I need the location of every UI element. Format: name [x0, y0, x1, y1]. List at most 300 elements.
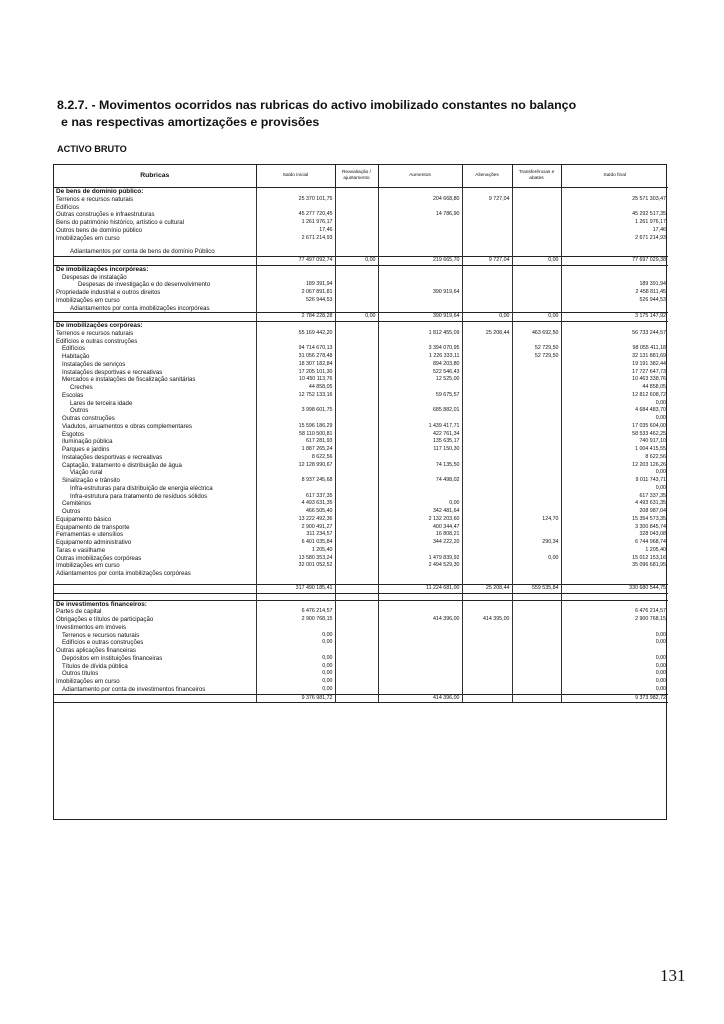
row-value: [512, 338, 561, 346]
row-value: [462, 338, 512, 346]
row-label: [54, 694, 256, 703]
row-value: [378, 570, 462, 578]
row-value: 56 733 244,57: [632, 329, 666, 336]
header-transferencias: Transferências e abates: [512, 165, 561, 188]
table-row: [54, 400, 668, 408]
row-value: [512, 647, 561, 655]
row-value: 0,00: [655, 399, 666, 406]
row-value: [462, 485, 512, 493]
row-value: 208 987,04: [639, 508, 666, 514]
table-row: [54, 446, 668, 454]
row-label: Ferramentas e utensílios: [54, 531, 256, 539]
row-value: [335, 431, 378, 439]
row-label: Infra-estrutura para tratamento de resíduos sólidos: [54, 493, 256, 501]
row-value: [378, 485, 462, 493]
row-value: [462, 516, 512, 524]
table-row: [54, 485, 668, 493]
row-value: [512, 524, 561, 532]
row-value: [256, 485, 335, 493]
row-label: Adiantamentos por conta imobilizações corpóreas: [54, 570, 256, 578]
row-label: Edifícios e outras construções: [54, 338, 256, 346]
row-value: [256, 322, 335, 330]
table-row: [54, 219, 668, 227]
row-value: 422 761,34: [378, 431, 462, 439]
row-value: [462, 539, 512, 547]
table-row: [54, 516, 668, 524]
row-value: [378, 647, 462, 655]
row-value: [462, 639, 512, 647]
table-row: [54, 539, 668, 547]
row-value: [462, 384, 512, 392]
row-value: [462, 655, 512, 663]
row-value: [462, 361, 512, 369]
row-value: 10 450 113,76: [256, 376, 335, 384]
table-section-row: [54, 188, 668, 196]
row-value: 44 858,05: [642, 384, 666, 390]
row-label: Adiantamento por conta de investimentos financeiros: [54, 686, 256, 694]
row-value: [512, 485, 561, 493]
row-value: [561, 265, 668, 273]
row-label: Cemitérios: [54, 500, 256, 508]
row-value: 17,46: [256, 227, 335, 235]
row-value: [462, 204, 512, 212]
row-value: 328 043,08: [639, 531, 666, 538]
row-label: Propriedade industrial e outros direitos: [54, 289, 256, 297]
row-value: [335, 616, 378, 624]
row-value: [462, 227, 512, 235]
table-row: [54, 289, 668, 297]
table-row: [54, 384, 668, 392]
row-value: [561, 593, 668, 600]
row-value: [335, 407, 378, 415]
row-value: [335, 670, 378, 678]
row-value: 1 479 839,92: [378, 555, 462, 563]
row-value: [378, 227, 462, 235]
table-total-row: [54, 584, 668, 593]
row-label: Escolas: [54, 392, 256, 400]
row-value: [256, 400, 335, 408]
row-label: Mercados e instalações de fiscalização sanitárias: [54, 376, 256, 384]
row-label: Investimentos em imóveis: [54, 624, 256, 632]
row-value: [378, 600, 462, 608]
table-row: [54, 345, 668, 353]
table-row: [54, 415, 668, 423]
row-value: [378, 235, 462, 243]
page-title: [57, 97, 677, 131]
row-value: [378, 469, 462, 477]
row-label: Imobilizações em curso: [54, 235, 256, 243]
row-value: [335, 415, 378, 423]
row-label: Habitação: [54, 353, 256, 361]
table-row: [54, 624, 668, 632]
row-value: [378, 274, 462, 282]
row-value: [462, 248, 512, 256]
table-row: [54, 204, 668, 212]
row-value: 617 337,35: [256, 493, 335, 501]
row-value: 0,00: [655, 662, 666, 669]
row-value: 559 535,84: [512, 584, 561, 593]
row-value: 3 998 601,75: [256, 407, 335, 415]
row-value: 0,00: [256, 655, 335, 663]
row-value: [462, 469, 512, 477]
row-value: 0,00: [378, 500, 462, 508]
table-row: [54, 297, 668, 305]
row-value: [335, 500, 378, 508]
table-row: [54, 663, 668, 671]
row-value: [561, 338, 668, 346]
row-value: [335, 281, 378, 289]
table-row: [54, 562, 668, 570]
row-value: [512, 608, 561, 616]
row-value: [335, 227, 378, 235]
row-value: 0,00: [256, 678, 335, 686]
row-value: [335, 369, 378, 377]
row-value: [512, 454, 561, 462]
row-value: 0,00: [512, 555, 561, 563]
row-value: [256, 188, 335, 196]
row-label: Equipamento administrativo: [54, 539, 256, 547]
row-value: [462, 297, 512, 305]
row-value: [256, 624, 335, 632]
row-label: [54, 584, 256, 593]
row-value: [512, 322, 561, 330]
row-value: [335, 570, 378, 578]
title-line-2: e nas respectivas amortizações e provisões: [61, 115, 320, 129]
row-value: [462, 322, 512, 330]
row-label: Terrenos e recursos naturais: [54, 330, 256, 338]
row-value: [512, 462, 561, 470]
row-value: [256, 415, 335, 423]
row-value: 45 277 720,45: [256, 211, 335, 219]
row-value: [378, 670, 462, 678]
row-value: 44 858,05: [256, 384, 335, 392]
row-value: [512, 384, 561, 392]
row-label: Terrenos e recursos naturais: [54, 196, 256, 204]
row-value: [335, 400, 378, 408]
row-value: [462, 670, 512, 678]
row-value: [256, 204, 335, 212]
table-row: [54, 235, 668, 243]
row-value: [462, 508, 512, 516]
row-value: [335, 694, 378, 703]
row-value: 1 004 415,55: [635, 446, 666, 452]
row-label: Terrenos e recursos naturais: [54, 632, 256, 640]
row-value: 0,00: [335, 313, 378, 322]
row-value: 2 784 228,28: [256, 313, 335, 322]
row-value: [335, 297, 378, 305]
row-value: 1 226 333,11: [378, 353, 462, 361]
row-value: [335, 600, 378, 608]
row-value: [462, 376, 512, 384]
row-value: [561, 188, 668, 196]
row-value: 390 919,64: [378, 289, 462, 297]
row-value: [512, 305, 561, 313]
row-value: 9 376 981,72: [256, 694, 335, 703]
row-value: [256, 600, 335, 608]
table-row: [54, 438, 668, 446]
row-value: [462, 281, 512, 289]
table-row: [54, 305, 668, 313]
header-alienacoes: Alienações: [462, 165, 512, 188]
row-value: [378, 248, 462, 256]
row-label: Outras construções: [54, 415, 256, 423]
row-value: [335, 584, 378, 593]
row-value: [462, 593, 512, 600]
table-row: [54, 639, 668, 647]
row-value: [512, 227, 561, 235]
row-value: [462, 562, 512, 570]
row-value: 17 035 604,00: [632, 422, 666, 429]
row-value: 16 808,21: [378, 531, 462, 539]
row-value: 1 261 976,17: [635, 219, 666, 225]
row-label: Bens do património histórico, artístico e cultural: [54, 219, 256, 227]
row-value: 685 882,01: [378, 407, 462, 415]
title-line-1: 8.2.7. - Movimentos ocorridos nas rubricas do activo imobilizado constantes no balanço: [57, 98, 577, 112]
row-value: 342 481,64: [378, 508, 462, 516]
table-row: [54, 454, 668, 462]
row-value: [378, 686, 462, 694]
table-total-row: [54, 257, 668, 266]
row-value: [335, 485, 378, 493]
row-value: 9 727,04: [462, 196, 512, 204]
row-value: [335, 531, 378, 539]
row-value: [256, 469, 335, 477]
row-value: [462, 400, 512, 408]
row-value: [335, 508, 378, 516]
row-value: 55 169 442,20: [256, 330, 335, 338]
row-label: Outras aplicações financeiras: [54, 647, 256, 655]
row-label: Obrigações e títulos de participação: [54, 616, 256, 624]
row-value: [512, 431, 561, 439]
row-value: 31 056 278,48: [256, 353, 335, 361]
row-value: 0,00: [655, 469, 666, 476]
row-label: Parques e jardins: [54, 446, 256, 454]
row-value: [462, 624, 512, 632]
row-value: 8 622,56: [256, 454, 335, 462]
row-value: 0,00: [256, 632, 335, 640]
row-value: [561, 204, 668, 212]
row-value: [512, 616, 561, 624]
row-label: Imobilizações em curso: [54, 562, 256, 570]
row-value: [462, 438, 512, 446]
row-value: [512, 469, 561, 477]
row-value: [256, 305, 335, 313]
row-value: 9 373 982,72: [561, 694, 668, 703]
row-value: 0,00: [655, 484, 666, 491]
row-value: 0,00: [655, 654, 666, 661]
row-label: Despesas de instalação: [54, 274, 256, 282]
row-value: [378, 338, 462, 346]
row-value: [378, 384, 462, 392]
row-value: [512, 369, 561, 377]
row-value: [512, 570, 561, 578]
table-row: [54, 686, 668, 694]
row-value: 526 944,53: [256, 297, 335, 305]
row-value: [462, 600, 512, 608]
row-value: [378, 265, 462, 273]
row-value: [561, 647, 668, 655]
row-value: [335, 305, 378, 313]
header-rubricas: Rubricas: [54, 165, 256, 188]
row-value: [512, 446, 561, 454]
row-value: 94 714 670,13: [256, 345, 335, 353]
row-value: [462, 219, 512, 227]
row-label: Instalações desportivas e recreativas: [54, 369, 256, 377]
row-value: [335, 547, 378, 555]
row-value: [335, 204, 378, 212]
row-value: 0,00: [256, 639, 335, 647]
row-label: Outros: [54, 407, 256, 415]
row-value: [512, 670, 561, 678]
row-value: [378, 639, 462, 647]
row-value: 4 493 631,35: [256, 500, 335, 508]
row-value: [462, 647, 512, 655]
row-label: Edifícios: [54, 345, 256, 353]
row-value: [512, 547, 561, 555]
row-label: Viação rural: [54, 469, 256, 477]
table-row: [54, 274, 668, 282]
row-value: 1 812 455,09: [378, 330, 462, 338]
row-value: [561, 274, 668, 282]
row-value: [462, 235, 512, 243]
row-value: 189 391,94: [639, 281, 666, 288]
row-value: [378, 400, 462, 408]
row-value: 0,00: [256, 670, 335, 678]
row-value: [462, 353, 512, 361]
table-row: [54, 493, 668, 501]
row-value: [335, 322, 378, 330]
row-value: 317 490 185,41: [256, 584, 335, 593]
row-label: Sinalização e trânsito: [54, 477, 256, 485]
row-value: 77 497 092,74: [256, 257, 335, 266]
row-value: [512, 211, 561, 219]
row-value: [335, 274, 378, 282]
row-value: [256, 593, 335, 600]
row-value: [512, 392, 561, 400]
row-value: [462, 265, 512, 273]
table-row: [54, 570, 668, 578]
row-value: [335, 593, 378, 600]
row-value: 25 208,44: [462, 330, 512, 338]
row-value: [561, 248, 668, 256]
row-value: [462, 454, 512, 462]
row-value: 3 394 070,95: [378, 345, 462, 353]
row-value: [462, 663, 512, 671]
row-value: [378, 297, 462, 305]
row-label: [54, 257, 256, 266]
row-value: [462, 392, 512, 400]
row-value: 1 205,40: [256, 547, 335, 555]
row-value: [512, 361, 561, 369]
row-label: Infra-estruturas para distribuição de energia eléctrica: [54, 485, 256, 493]
row-value: 0,00: [256, 686, 335, 694]
row-value: 522 546,43: [378, 369, 462, 377]
table-row: [54, 423, 668, 431]
table-row: [54, 330, 668, 338]
row-value: [512, 204, 561, 212]
row-value: [378, 415, 462, 423]
row-value: [512, 235, 561, 243]
row-value: [512, 274, 561, 282]
row-value: 6 401 035,84: [256, 539, 335, 547]
row-value: 18 307 182,84: [256, 361, 335, 369]
row-value: [256, 248, 335, 256]
row-value: [512, 196, 561, 204]
row-value: [335, 376, 378, 384]
row-value: [512, 407, 561, 415]
row-value: [256, 570, 335, 578]
table-row: [54, 655, 668, 663]
row-value: [335, 438, 378, 446]
table-row: [54, 392, 668, 400]
row-value: 0,00: [256, 663, 335, 671]
row-value: [378, 624, 462, 632]
row-value: [512, 400, 561, 408]
row-value: [335, 345, 378, 353]
table-row: [54, 338, 668, 346]
row-value: [512, 593, 561, 600]
row-value: 25 208,44: [462, 584, 512, 593]
table-row: [54, 632, 668, 640]
row-value: 6 476 214,57: [256, 608, 335, 616]
row-value: [512, 686, 561, 694]
row-value: [462, 407, 512, 415]
row-label: Esgotos: [54, 431, 256, 439]
row-label: Depósitos em instituições financeiras: [54, 655, 256, 663]
row-label: Partes de capital: [54, 608, 256, 616]
row-value: 0,00: [462, 313, 512, 322]
row-value: 290,34: [512, 539, 561, 547]
row-value: 35 096 681,95: [632, 562, 666, 569]
table-body: [54, 188, 668, 703]
row-value: 2 671 214,93: [256, 235, 335, 243]
row-value: [335, 632, 378, 640]
row-label: Imobilizações em curso: [54, 678, 256, 686]
table-row: [54, 555, 668, 563]
row-value: 2 671 214,93: [635, 234, 666, 241]
row-value: [512, 423, 561, 431]
table-section-row: [54, 600, 668, 608]
row-value: [335, 423, 378, 431]
row-value: 25 370 101,75: [256, 196, 335, 204]
row-value: [462, 211, 512, 219]
row-value: [378, 204, 462, 212]
row-value: 414 395,00: [462, 616, 512, 624]
row-label: Outros títulos: [54, 670, 256, 678]
row-value: [462, 305, 512, 313]
row-value: [335, 446, 378, 454]
table-row: [54, 593, 668, 600]
row-value: 17 727 647,73: [632, 368, 666, 375]
table-row: [54, 524, 668, 532]
row-value: 3 175 147,92: [561, 313, 668, 322]
row-value: [462, 686, 512, 694]
row-value: 15 354 573,35: [632, 515, 666, 522]
table-row: [54, 670, 668, 678]
row-value: 2 900 768,15: [635, 616, 666, 622]
row-label: Adiantamentos por conta imobilizações incorpóreas: [54, 305, 256, 313]
row-value: 2 900 768,15: [256, 616, 335, 624]
row-value: 617 337,35: [639, 492, 666, 499]
table-total-row: [54, 313, 668, 322]
row-value: [462, 493, 512, 501]
table-row: [54, 211, 668, 219]
row-value: 219 665,70: [378, 257, 462, 266]
row-value: 330 680 544,75: [561, 584, 668, 593]
row-value: [561, 322, 668, 330]
row-value: 12 128 990,67: [256, 462, 335, 470]
table-row: [54, 361, 668, 369]
